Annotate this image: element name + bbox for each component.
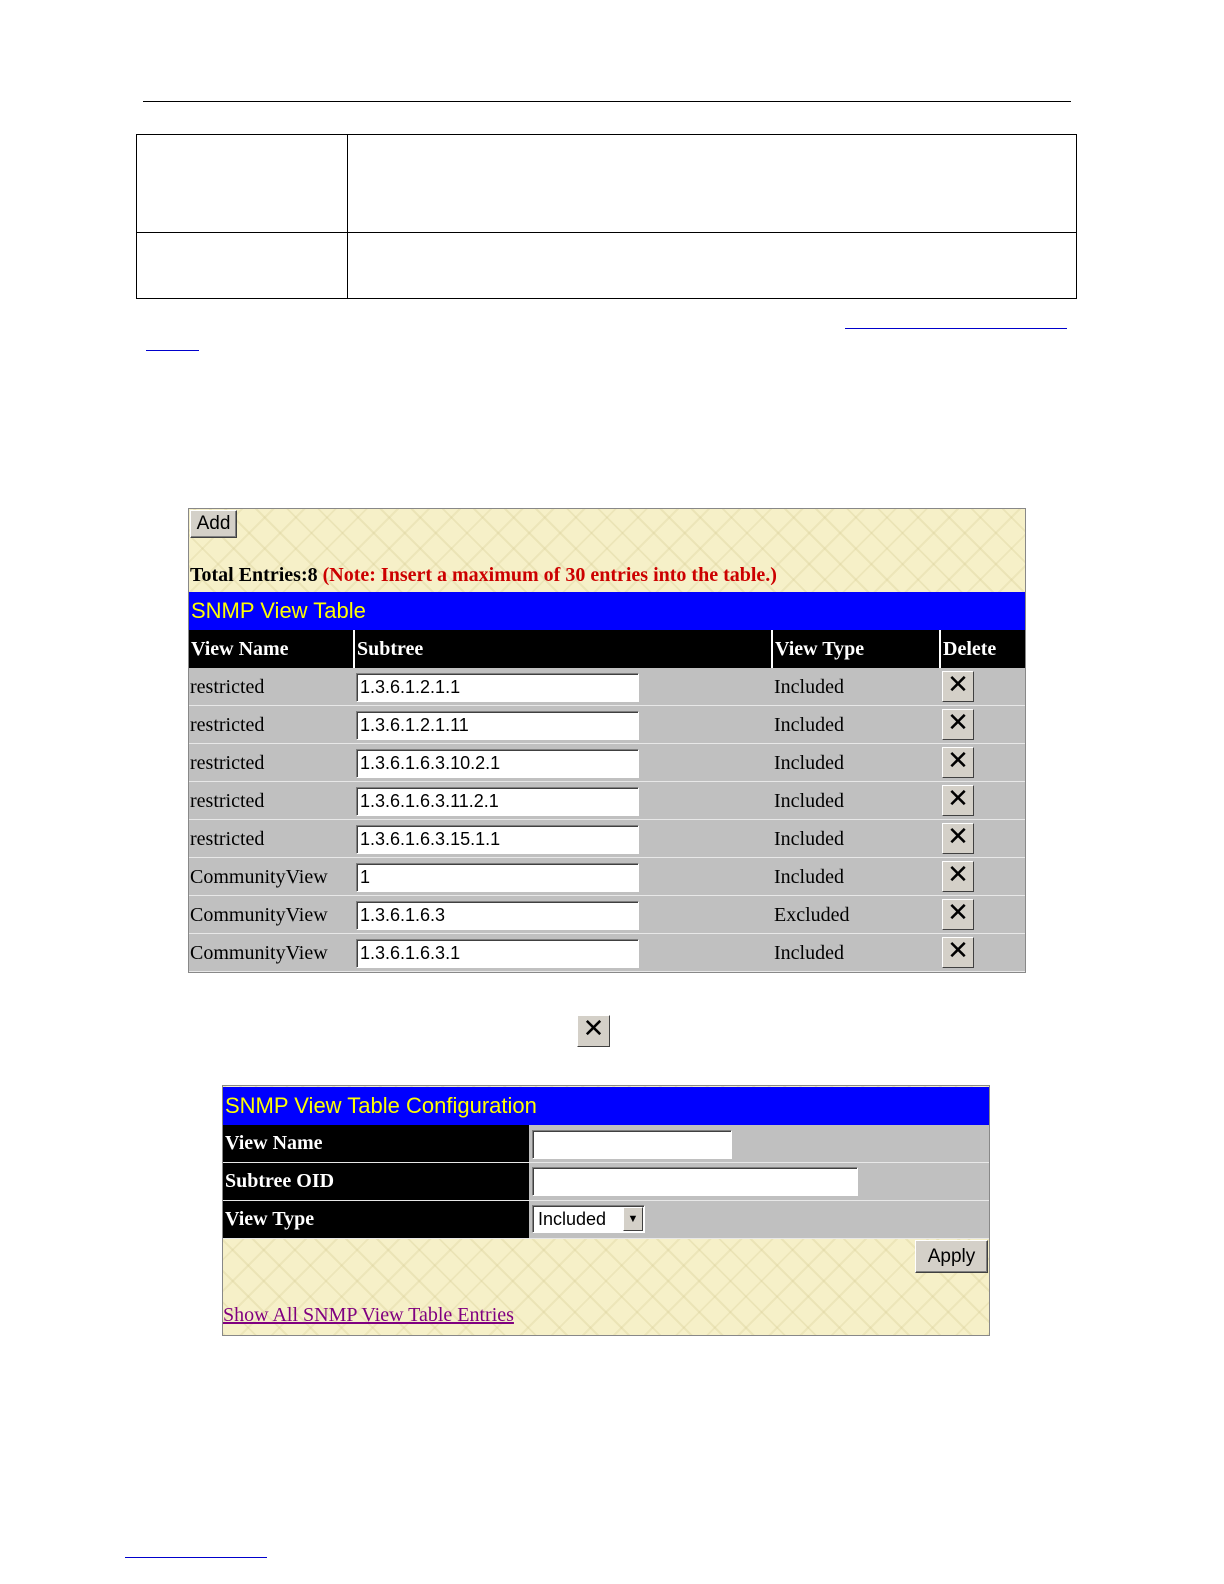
view-name-cell: CommunityView: [190, 866, 328, 888]
max-entries-note: (Note: Insert a maximum of 30 entries into the table.): [322, 564, 777, 586]
table-column-divider: [347, 135, 348, 298]
table-row-divider: [137, 232, 1076, 233]
view-type-cell: Included: [774, 942, 844, 964]
view-name-cell: restricted: [190, 676, 265, 698]
view-name-cell: CommunityView: [190, 942, 328, 964]
subtree-input[interactable]: [356, 939, 639, 968]
subtree-input[interactable]: [356, 749, 639, 778]
page-header-rule: [143, 101, 1071, 102]
table-row: [189, 668, 1025, 706]
subtree-oid-label: Subtree OID: [223, 1163, 529, 1200]
snmp-view-config-panel: [222, 1085, 990, 1336]
col-subtree: Subtree: [357, 638, 424, 660]
delete-icon[interactable]: ✕: [942, 671, 974, 702]
total-entries-label: Total Entries:8: [190, 564, 318, 586]
table-row: [189, 782, 1025, 820]
view-name-row: [223, 1125, 989, 1163]
subtree-oid-row: [223, 1163, 989, 1201]
delete-icon[interactable]: ✕: [942, 747, 974, 778]
view-name-input[interactable]: [532, 1130, 732, 1159]
delete-icon[interactable]: ✕: [942, 861, 974, 892]
view-type-label: View Type: [223, 1201, 529, 1238]
view-type-cell: Included: [774, 752, 844, 774]
config-title: SNMP View Table Configuration: [223, 1087, 989, 1125]
subtree-input[interactable]: [356, 711, 639, 740]
subtree-input[interactable]: [356, 673, 639, 702]
view-name-cell: CommunityView: [190, 904, 328, 926]
hyperlink-underline[interactable]: [845, 328, 1067, 329]
apply-button[interactable]: Apply: [915, 1240, 988, 1273]
view-type-cell: Included: [774, 714, 844, 736]
view-type-select[interactable]: [532, 1205, 645, 1233]
add-button[interactable]: Add: [190, 510, 237, 538]
subtree-input[interactable]: [356, 863, 639, 892]
view-type-cell: Included: [774, 676, 844, 698]
snmp-view-table-panel: [188, 508, 1026, 973]
table-row: [189, 706, 1025, 744]
delete-icon[interactable]: ✕: [942, 899, 974, 930]
view-name-cell: restricted: [190, 828, 265, 850]
col-delete: Delete: [943, 638, 997, 660]
table-row: [189, 820, 1025, 858]
delete-icon[interactable]: ✕: [942, 785, 974, 816]
view-type-cell: Included: [774, 790, 844, 812]
view-name-cell: restricted: [190, 714, 265, 736]
view-type-cell: Excluded: [774, 904, 850, 926]
table-row: [189, 744, 1025, 782]
table-row: [189, 934, 1025, 972]
total-entries: [190, 564, 777, 587]
close-x-icon: ✕: [577, 1015, 610, 1047]
view-type-row: [223, 1201, 989, 1239]
subtree-input[interactable]: [356, 901, 639, 930]
subtree-oid-input[interactable]: [532, 1167, 858, 1196]
view-name-cell: restricted: [190, 790, 265, 812]
footer-link-underline[interactable]: [125, 1557, 267, 1558]
view-table-header: [189, 630, 1025, 668]
table-row: [189, 858, 1025, 896]
hyperlink-underline-continued[interactable]: [146, 350, 199, 351]
subtree-input[interactable]: [356, 825, 639, 854]
view-type-cell: Included: [774, 866, 844, 888]
view-name-label: View Name: [223, 1125, 529, 1162]
view-type-selected: Included: [538, 1209, 607, 1229]
subtree-input[interactable]: [356, 787, 639, 816]
view-name-cell: restricted: [190, 752, 265, 774]
delete-icon[interactable]: ✕: [942, 823, 974, 854]
col-view-name: View Name: [191, 638, 289, 660]
table-row: [189, 896, 1025, 934]
col-view-type: View Type: [775, 638, 865, 660]
view-type-cell: Included: [774, 828, 844, 850]
parameter-table: [136, 134, 1077, 299]
delete-icon[interactable]: ✕: [942, 709, 974, 740]
chevron-down-icon[interactable]: ▼: [623, 1207, 643, 1231]
delete-icon[interactable]: ✕: [942, 937, 974, 968]
show-all-entries-link[interactable]: Show All SNMP View Table Entries: [223, 1304, 514, 1326]
view-table-title: SNMP View Table: [189, 592, 1025, 630]
